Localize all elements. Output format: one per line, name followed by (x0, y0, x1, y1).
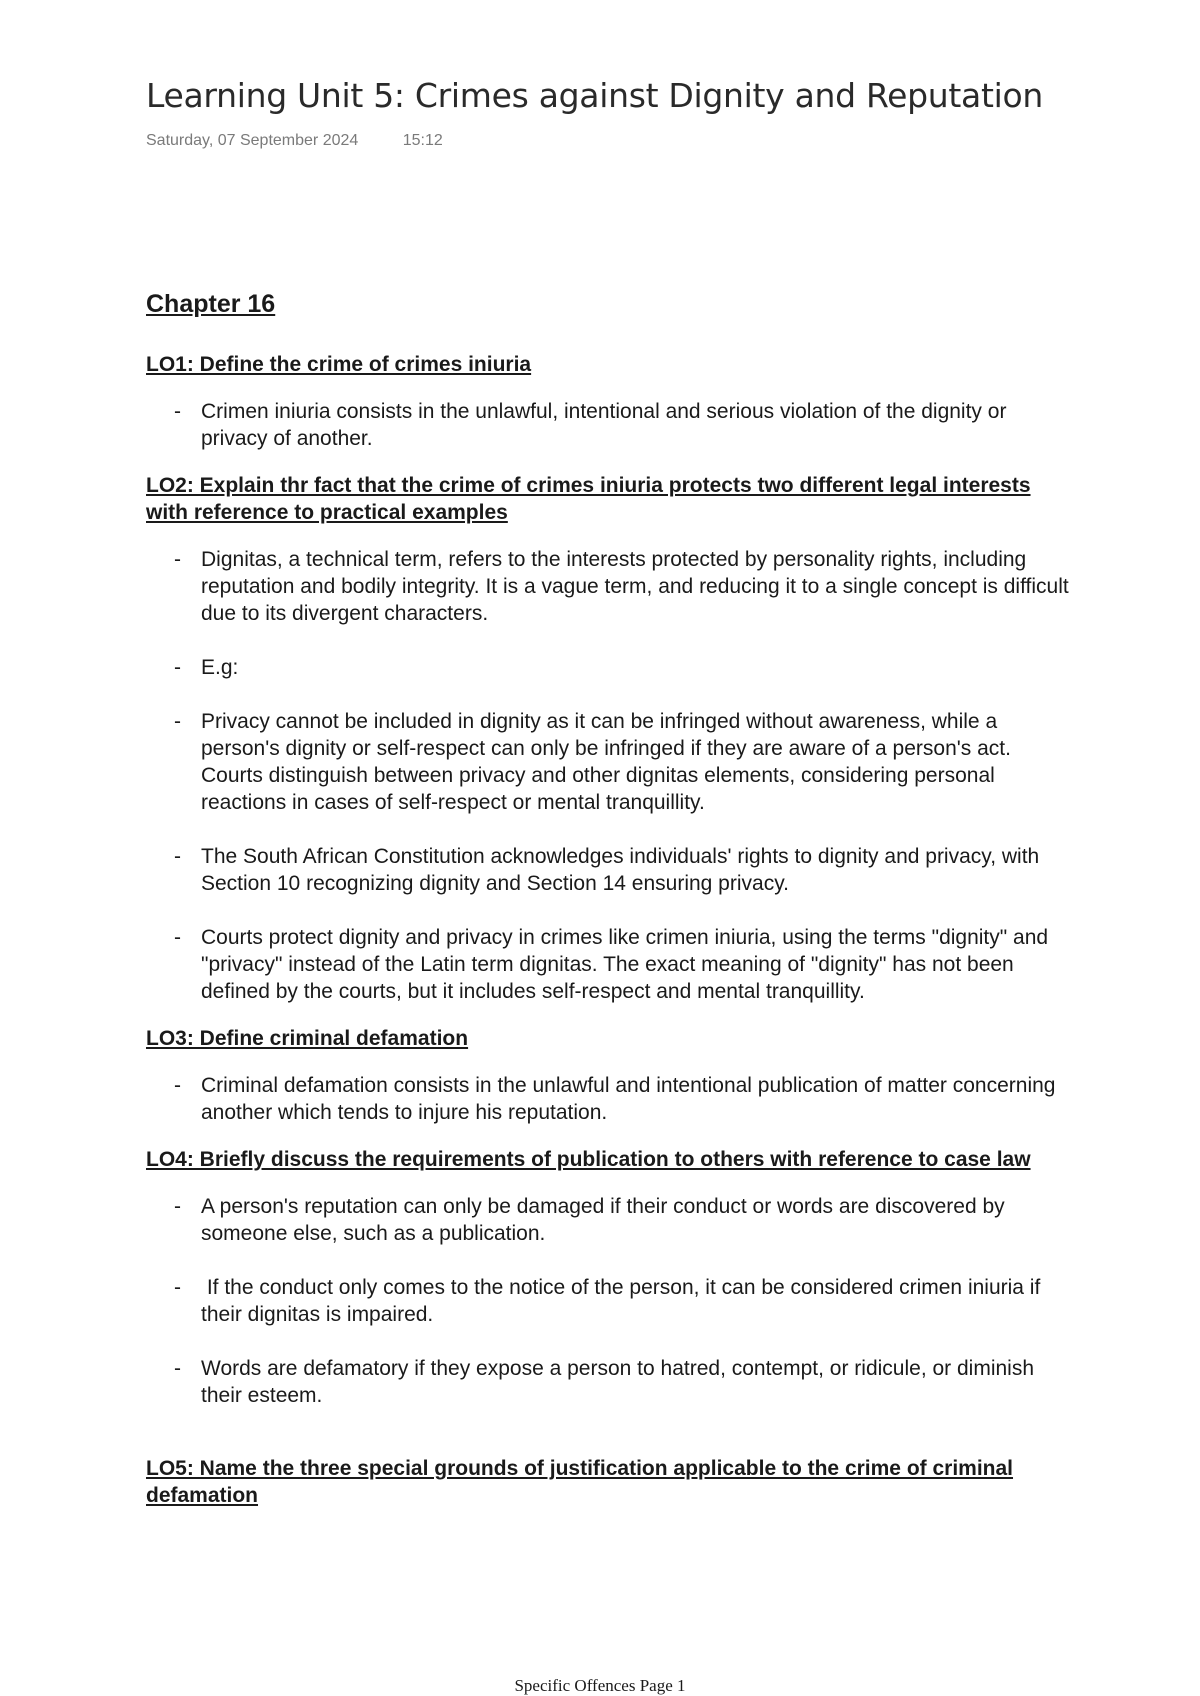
page-meta (146, 132, 443, 150)
section-lo2 (146, 472, 1076, 1005)
list-item-text: If the conduct only comes to the notice of the person, it can be considered crimen iniuria if their dignitas is impaired. (201, 1276, 1047, 1326)
bullet-list (146, 398, 1076, 452)
list-item: - The South African Constitution acknowledges individuals' rights to dignity and privacy, with Section 10 recognizing dignity and Section 14 ensuring privacy. (174, 845, 1040, 895)
list-item-text: Courts protect dignity and privacy in crimes like crimen iniuria, using the terms "dignity" and "privacy" instead of the Latin term dignitas. The exact meaning of "dignity" has not been defined by the courts, but it includes self-respect and mental tranquillity. (201, 926, 1049, 1003)
list-item: - Dignitas, a technical term, refers to the interests protected by personality rights, including reputation and bodily integrity. It is a vague term, and reducing it to a single concept is difficult due to its divergent characters. (174, 548, 1069, 625)
page-time: 15:12 (402, 132, 443, 149)
section-lo5 (146, 1455, 1076, 1509)
list-item: - E.g: (174, 656, 239, 679)
list-item: - Words are defamatory if they expose a person to hatred, contempt, or ridicule, or diminish their esteem. (174, 1357, 1035, 1407)
page-content (146, 289, 1076, 1529)
list-item-text: Crimen iniuria consists in the unlawful, intentional and serious violation of the dignity or privacy of another. (201, 400, 1007, 450)
page-date: Saturday, 07 September 2024 (146, 132, 359, 149)
bullet-list (146, 1193, 1076, 1409)
section-heading: LO2: Explain thr fact that the crime of crimes iniuria protects two different legal interests with reference to practical examples (146, 474, 1031, 524)
list-item: - If the conduct only comes to the notice of the person, it can be considered crimen iniuria if their dignitas is impaired. (174, 1276, 1047, 1326)
list-item: - Crimen iniuria consists in the unlawful, intentional and serious violation of the dignity or privacy of another. (174, 400, 1007, 450)
bullet-list (146, 1072, 1076, 1126)
list-item: - Privacy cannot be included in dignity as it can be infringed without awareness, while a person's dignity or self-respect can only be infringed if they are aware of a person's act. Courts distinguish between privacy and other dignitas elements, considering personal reactions in cases of self-respect or mental tranquillity. (174, 710, 1011, 814)
list-item-text: E.g: (201, 656, 239, 679)
section-heading: LO5: Name the three special grounds of justification applicable to the crime of criminal defamation (146, 1457, 1014, 1507)
page-footer: Specific Offences Page 1 (514, 1676, 686, 1695)
list-item-text: Dignitas, a technical term, refers to the interests protected by personality rights, including reputation and bodily integrity. It is a vague term, and reducing it to a single concept is difficult due to its divergent characters. (201, 548, 1069, 625)
list-item-text: A person's reputation can only be damaged if their conduct or words are discovered by someone else, such as a publication. (201, 1195, 1005, 1245)
section-lo3 (146, 1025, 1076, 1126)
list-item-text: Criminal defamation consists in the unlawful and intentional publication of matter concerning another which tends to injure his reputation. (201, 1074, 1056, 1124)
section-heading: LO3: Define criminal defamation (146, 1027, 469, 1050)
section-heading: LO4: Briefly discuss the requirements of publication to others with reference to case law (146, 1148, 1031, 1171)
list-item: - A person's reputation can only be damaged if their conduct or words are discovered by someone else, such as a publication. (174, 1195, 1005, 1245)
chapter-heading: Chapter 16 (146, 290, 276, 318)
section-lo4 (146, 1146, 1076, 1409)
section-heading: LO1: Define the crime of crimes iniuria (146, 353, 532, 376)
page-title: Learning Unit 5: Crimes against Dignity and Reputation (146, 76, 1043, 115)
list-item: - Courts protect dignity and privacy in crimes like crimen iniuria, using the terms "dignity" and "privacy" instead of the Latin term dignitas. The exact meaning of "dignity" has not been defined by the courts, but it includes self-respect and mental tranquillity. (174, 926, 1049, 1003)
list-item-text: The South African Constitution acknowledges individuals' rights to dignity and privacy, with Section 10 recognizing dignity and Section 14 ensuring privacy. (201, 845, 1040, 895)
bullet-list (146, 546, 1076, 1005)
list-item: - Criminal defamation consists in the unlawful and intentional publication of matter concerning another which tends to injure his reputation. (174, 1074, 1056, 1124)
list-item-text: Words are defamatory if they expose a person to hatred, contempt, or ridicule, or diminish their esteem. (201, 1357, 1035, 1407)
list-item-text: Privacy cannot be included in dignity as it can be infringed without awareness, while a person's dignity or self-respect can only be infringed if they are aware of a person's act. Courts distinguish between privacy and other dignitas elements, considering personal reactions in cases of self-respect or mental tranquillity. (201, 710, 1011, 814)
section-lo1 (146, 351, 1076, 452)
